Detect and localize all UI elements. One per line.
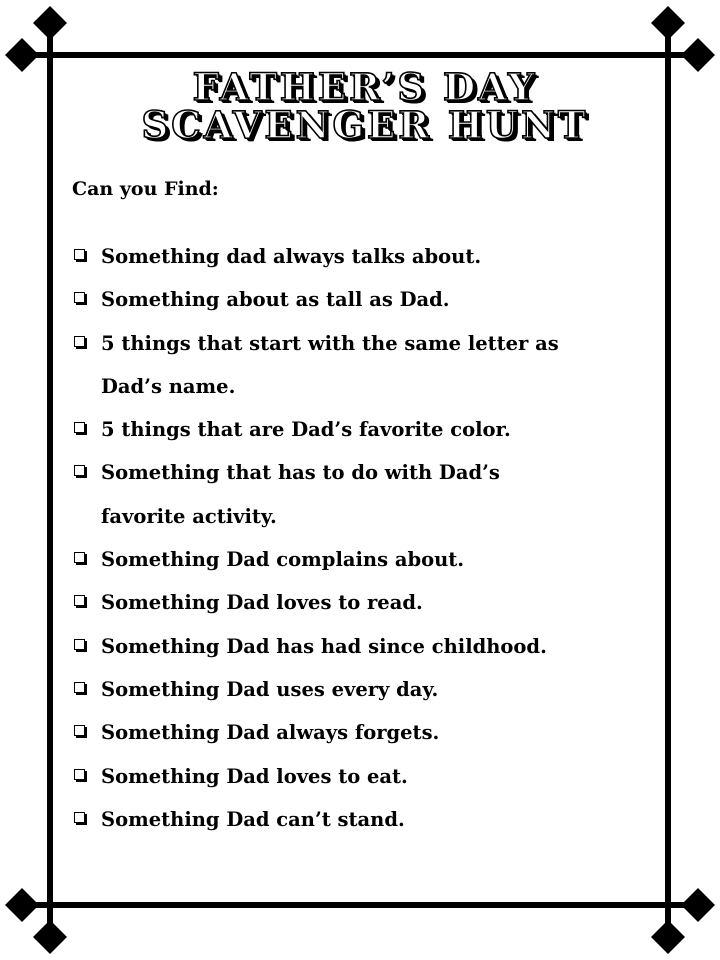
- checklist-item: [70, 278, 650, 321]
- item-text: Something Dad complains about.: [101, 548, 465, 572]
- item-text: Something Dad uses every day.: [101, 677, 439, 701]
- diamond-icon: [33, 920, 67, 954]
- checklist-item: [70, 408, 650, 451]
- item-text: 5 things that are Dad’s favorite color.: [101, 418, 511, 442]
- checklist-item: [70, 668, 650, 711]
- item-text-continued: favorite activity.: [101, 504, 277, 528]
- diamond-icon: [681, 38, 715, 72]
- checklist-item: [70, 711, 650, 754]
- item-text: Something Dad loves to read.: [101, 591, 423, 615]
- diamond-icon: [651, 6, 685, 40]
- diamond-icon: [33, 6, 67, 40]
- item-text: Something that has to do with Dad’s: [101, 461, 500, 485]
- item-text: Something Dad loves to eat.: [101, 764, 408, 788]
- checkbox-icon[interactable]: [74, 812, 85, 823]
- checklist-item: [70, 581, 650, 624]
- checklist-item: [70, 322, 650, 409]
- diamond-icon: [5, 38, 39, 72]
- checklist-item: [70, 755, 650, 798]
- item-text: Something Dad can’t stand.: [101, 807, 405, 831]
- checkbox-icon[interactable]: [74, 595, 85, 606]
- checkbox-icon[interactable]: [74, 769, 85, 780]
- checklist: [70, 235, 650, 841]
- checklist-item: [70, 538, 650, 581]
- title-line-1: FATHER’S DAY: [192, 65, 538, 109]
- checkbox-icon[interactable]: [74, 639, 85, 650]
- intro-text: Can you Find:: [72, 178, 219, 200]
- diamond-icon: [681, 888, 715, 922]
- item-text: Something dad always talks about.: [101, 245, 482, 268]
- checkbox-icon[interactable]: [74, 292, 85, 303]
- checkbox-icon[interactable]: [74, 725, 85, 736]
- title-line-2: SCAVENGER HUNT: [141, 103, 589, 147]
- checkbox-icon[interactable]: [74, 682, 85, 693]
- checkbox-icon[interactable]: [74, 552, 85, 563]
- page-content: [70, 65, 650, 841]
- checklist-item: [70, 451, 650, 538]
- checkbox-icon[interactable]: [74, 249, 85, 260]
- item-text: Something Dad always forgets.: [101, 721, 440, 745]
- item-text-continued: Dad’s name.: [101, 374, 236, 398]
- checkbox-icon[interactable]: [74, 465, 85, 476]
- checklist-item: [70, 798, 650, 841]
- page-title: [80, 65, 650, 147]
- item-text: Something Dad has had since childhood.: [101, 634, 547, 658]
- diamond-icon: [5, 888, 39, 922]
- checkbox-icon[interactable]: [74, 422, 85, 433]
- checklist-item: [70, 625, 650, 668]
- checklist-item: [70, 235, 650, 278]
- diamond-icon: [651, 920, 685, 954]
- item-text: 5 things that start with the same letter as: [101, 331, 559, 355]
- item-text: Something about as tall as Dad.: [101, 288, 450, 312]
- checkbox-icon[interactable]: [74, 336, 85, 347]
